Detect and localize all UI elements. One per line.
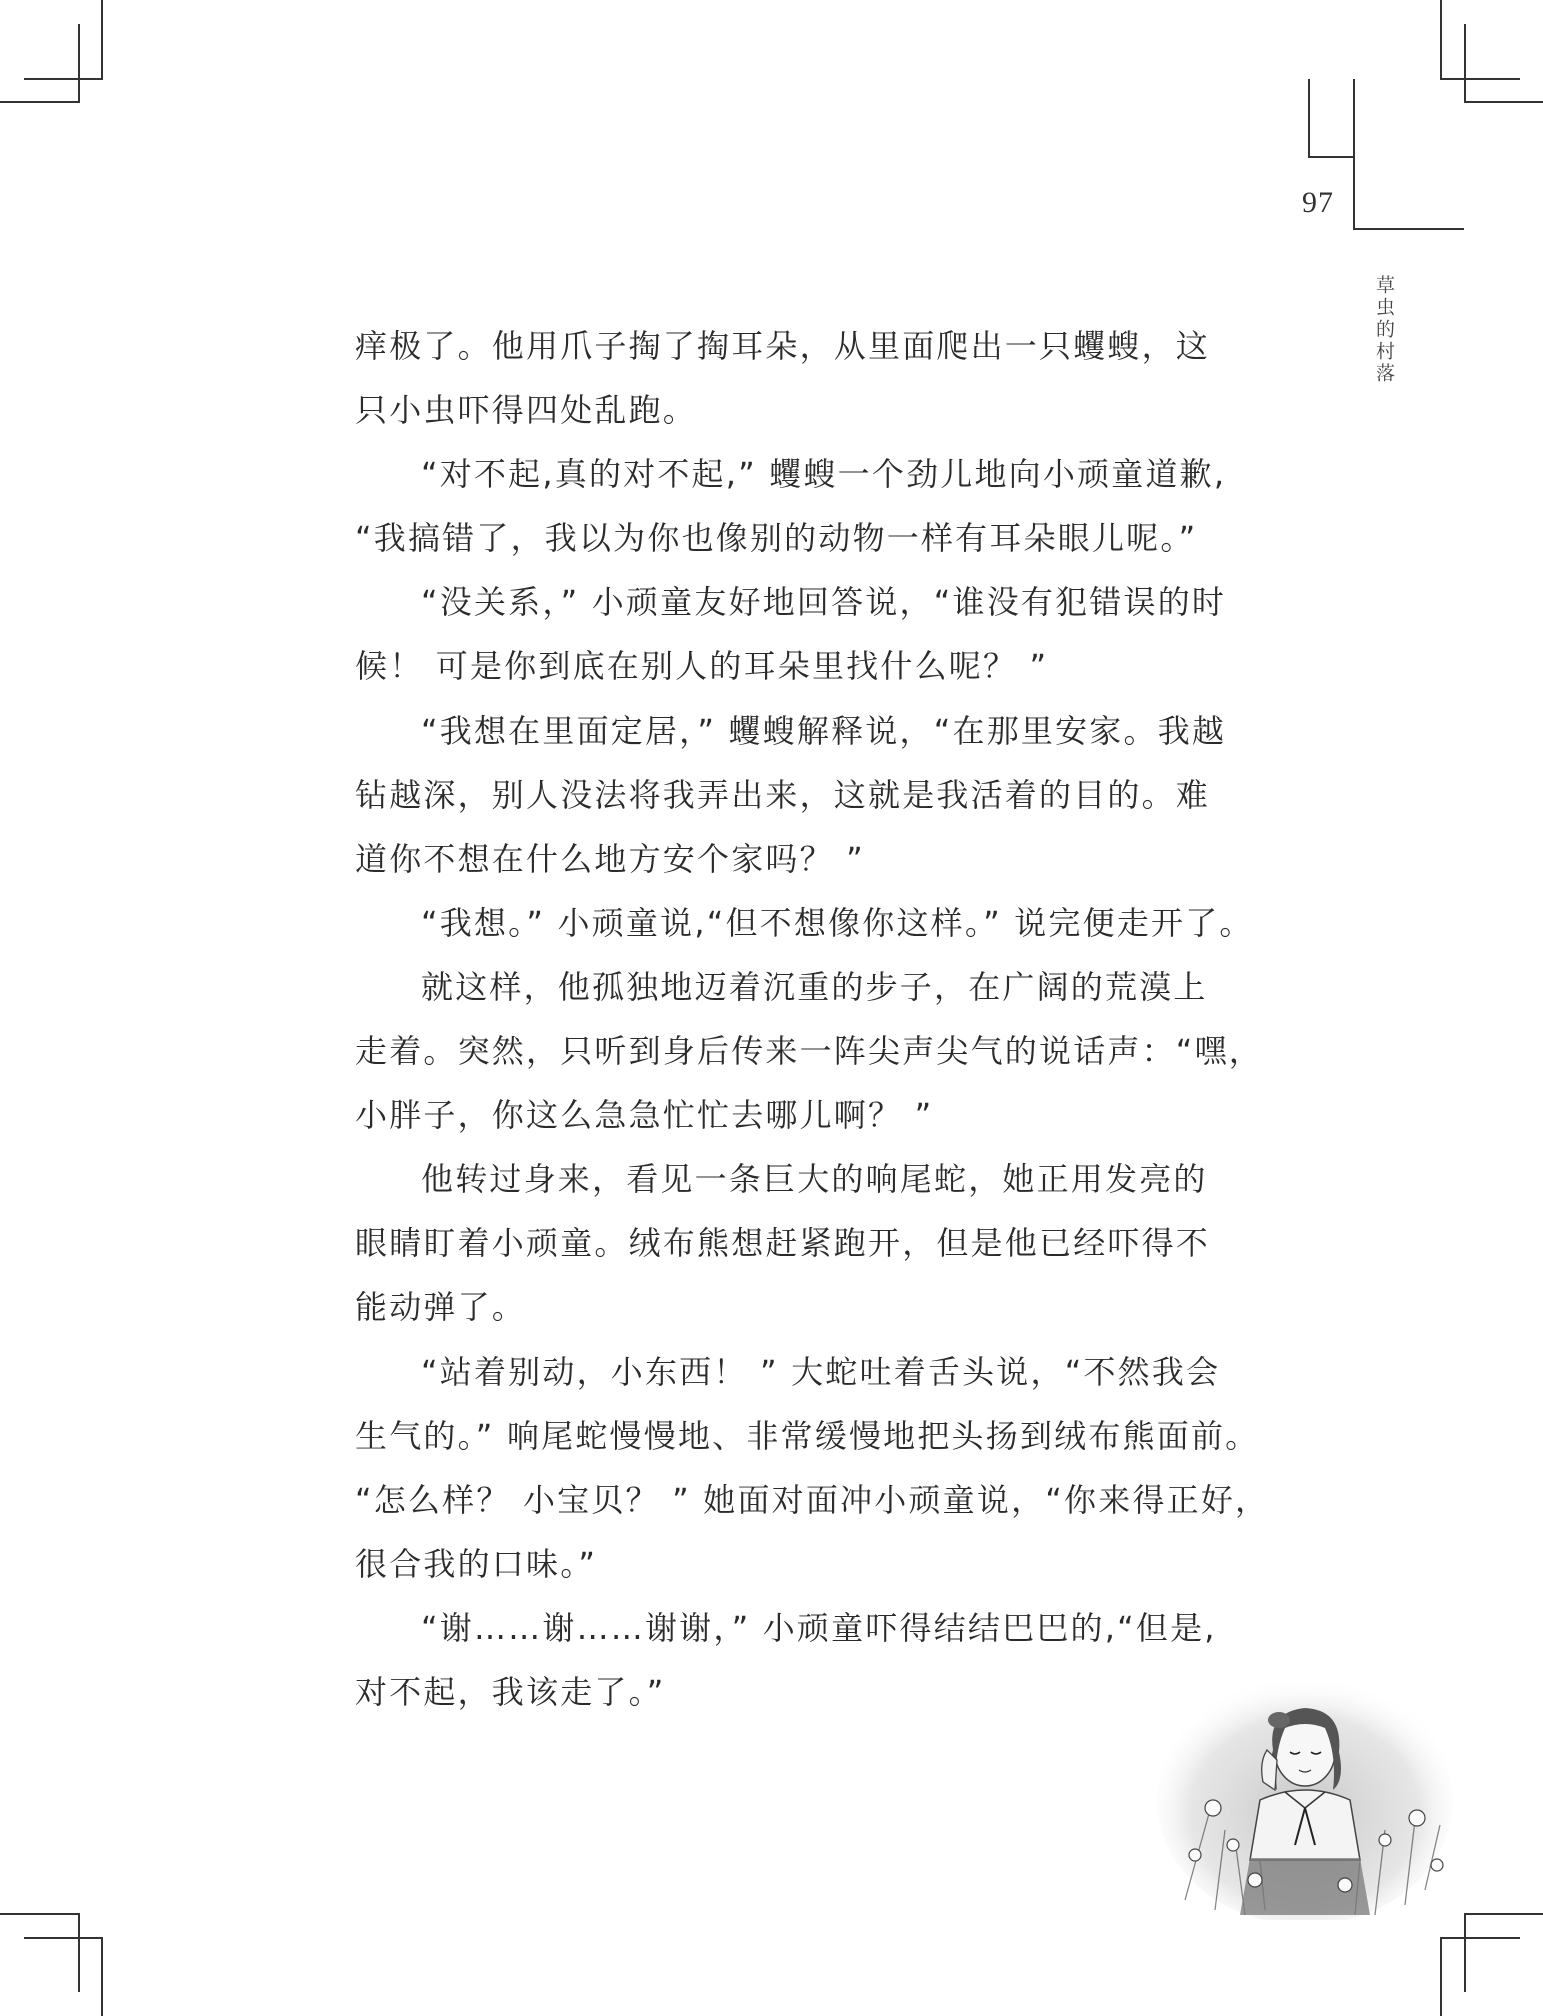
text-line: 候！ 可是你到底在别人的耳朵里找什么呢？ ” xyxy=(355,647,1049,686)
text-line: 生气的。” 响尾蛇慢慢地、非常缓慢地把头扬到绒布熊面前。 xyxy=(355,1416,1260,1455)
text-line: 就这样，他孤独地迈着沉重的步子，在广阔的荒漠上 xyxy=(421,967,1208,1006)
girl-sketch-icon xyxy=(1155,1640,1455,1920)
crop-mark-line xyxy=(1440,0,1442,79)
crop-mark-line xyxy=(101,1937,103,2016)
girl-illustration xyxy=(1155,1640,1455,1920)
crop-mark-line xyxy=(0,1913,80,1915)
crop-mark-line xyxy=(1308,79,1310,158)
text-line: 走着。突然，只听到身后传来一阵尖声尖气的说话声：“嘿， xyxy=(355,1032,1263,1071)
crop-mark-line xyxy=(1440,1937,1520,1939)
crop-mark-line xyxy=(1464,1913,1466,1992)
text-line: 眼睛盯着小顽童。绒布熊想赶紧跑开，但是他已经吓得不 xyxy=(355,1224,1211,1263)
text-line: 痒极了。他用爪子掏了掏耳朵，从里面爬出一只蠼螋，这 xyxy=(355,327,1211,365)
crop-mark-line xyxy=(1308,156,1354,158)
text-line: 钻越深，别人没法将我弄出来，这就是我活着的目的。难 xyxy=(355,775,1211,814)
text-line: 他转过身来，看见一条巨大的响尾蛇，她正用发亮的 xyxy=(421,1160,1208,1199)
text-line: “对不起,真的对不起,” 蠼螋一个劲儿地向小顽童道歉, xyxy=(421,455,1227,494)
text-line: 能动弹了。 xyxy=(355,1288,527,1327)
text-line: “我想。” 小顽童说,“但不想像你这样。” 说完便走开了。 xyxy=(421,903,1254,942)
text-line: “怎么样？ 小宝贝？ ” 她面对面冲小顽童说，“你来得正好， xyxy=(355,1480,1270,1519)
text-line: 小胖子，你这么急急忙忙去哪儿啊？ ” xyxy=(355,1096,934,1135)
crop-mark-line xyxy=(101,0,103,79)
crop-mark-line xyxy=(1464,101,1543,103)
crop-mark-line xyxy=(1440,78,1520,80)
crop-mark-line xyxy=(1464,1913,1543,1915)
text-line: 很合我的口味。” xyxy=(355,1544,598,1583)
text-line: “我搞错了，我以为你也像别的动物一样有耳朵眼儿呢。” xyxy=(355,519,1198,558)
text-line: 只小虫吓得四处乱跑。 xyxy=(355,391,698,430)
crop-mark-line xyxy=(78,24,80,103)
crop-mark-line xyxy=(24,78,103,80)
body-text xyxy=(355,322,1270,1732)
crop-mark-line xyxy=(24,1937,103,1939)
crop-mark-line xyxy=(78,1913,80,1992)
crop-mark-line xyxy=(0,101,80,103)
text-line: 道你不想在什么地方安个家吗？ ” xyxy=(355,839,865,878)
text-line: 对不起，我该走了。” xyxy=(355,1672,666,1711)
crop-mark-line xyxy=(1464,24,1466,103)
text-line: “站着别动，小东西！ ” 大蛇吐着舌头说，“不然我会 xyxy=(421,1352,1221,1391)
crop-mark-line xyxy=(1440,1937,1442,2016)
text-line: “没关系，” 小顽童友好地回答说，“谁没有犯错误的时 xyxy=(421,583,1227,622)
text-line: “谢……谢……谢谢，” 小顽童吓得结结巴巴的,“但是, xyxy=(421,1608,1217,1647)
crop-mark-line xyxy=(1353,228,1464,230)
crop-mark-line xyxy=(1353,79,1355,230)
running-title: 草虫的村落 xyxy=(1373,275,1395,385)
page-number: 97 xyxy=(1302,186,1334,219)
text-line: “我想在里面定居，” 蠼螋解释说，“在那里安家。我越 xyxy=(421,711,1227,750)
